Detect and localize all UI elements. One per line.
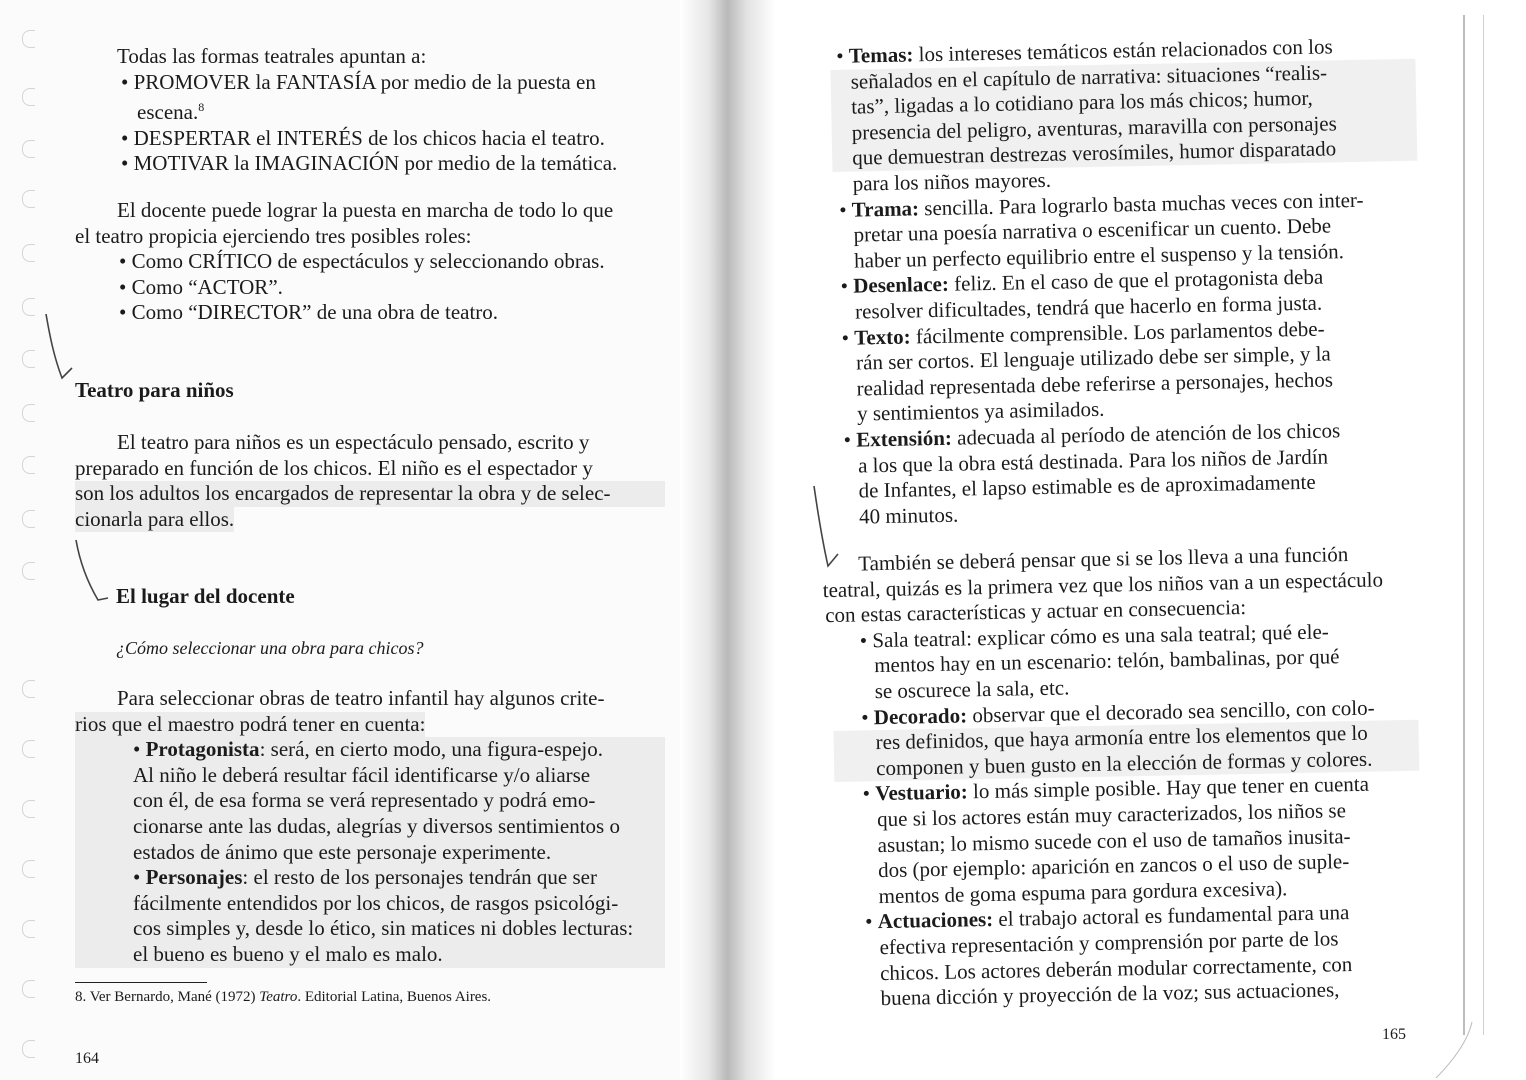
criteria-item: • Texto: fácilmente comprensible. Los parlamentos debe- bbox=[841, 316, 1325, 350]
paragraph-line: teatral, quizás es la primera vez que los niños van a un espectáculo bbox=[822, 566, 1384, 602]
criteria-line: con él, de esa forma se verá representado y podrá emo- bbox=[75, 788, 665, 814]
roles-intro-line: El docente puede lograr la puesta en marcha de todo lo que bbox=[117, 198, 614, 222]
visit-line: se oscurece la sala, etc. bbox=[874, 675, 1070, 704]
roles-intro-line: el teatro propicia ejerciendo tres posibles roles: bbox=[75, 223, 472, 248]
criteria-line: Al niño le deberá resultar fácil identificarse y/o aliarse bbox=[75, 763, 665, 789]
criteria-line: estados de ánimo que este personaje experimente. bbox=[75, 840, 665, 866]
paragraph-line: También se deberá pensar que si se los lleva a una función bbox=[857, 542, 1349, 576]
criteria-line: resolver dificultades, tendrá que hacerlo en forma justa. bbox=[854, 290, 1323, 324]
visit-item: • Sala teatral: explicar cómo es una sala teatral; qué ele- bbox=[859, 619, 1329, 653]
role-item: • Como “DIRECTOR” de una obra de teatro. bbox=[119, 300, 499, 325]
visit-line: mentos hay en un escenario: telón, bambalinas, por qué bbox=[873, 644, 1340, 678]
visit-line: dos (por ejemplo: aparición en zancos o el uso de suple- bbox=[877, 849, 1350, 883]
pencil-check-mark bbox=[74, 538, 114, 608]
criteria-line: y sentimientos ya asimilados. bbox=[856, 397, 1105, 426]
criteria-item: • Desenlace: feliz. En el caso de que el protagonista deba bbox=[840, 264, 1324, 299]
criteria-section bbox=[75, 686, 665, 968]
visit-line: res definidos, que haya armonía entre los elementos que lo bbox=[833, 720, 1418, 757]
paragraph-line: con estas características y actuar en consecuencia: bbox=[824, 595, 1247, 628]
goal-item: • MOTIVAR la IMAGINACIÓN por medio de la temática. bbox=[121, 151, 618, 176]
visit-line: que si los actores están muy caracterizados, los niños se bbox=[876, 798, 1347, 832]
criteria-line: realidad representada debe referirse a personajes, hechos bbox=[856, 367, 1334, 401]
criteria-item: • Protagonista: será, en cierto modo, una figura-espejo. bbox=[75, 737, 665, 763]
paragraph-line: rios que el maestro podrá tener en cuenta: bbox=[75, 711, 426, 736]
criteria-line: a los que la obra está destinada. Para los niños de Jardín bbox=[857, 444, 1329, 478]
criteria-line: 40 minutos. bbox=[858, 502, 959, 529]
goals-section bbox=[75, 44, 665, 177]
visit-line: buena dicción y proyección de la voz; sus actuaciones, bbox=[880, 977, 1340, 1011]
roles-section bbox=[75, 198, 665, 326]
visit-item: • Vestuario: lo más simple posible. Hay que tener en cuenta bbox=[862, 772, 1370, 806]
heading-el-lugar-del-docente: El lugar del docente bbox=[116, 584, 295, 608]
criteria-item: • Trama: sencilla. Para lograrlo basta muchas veces con inter- bbox=[838, 187, 1364, 222]
goal-item-continued: escena.$^8$ bbox=[137, 100, 205, 125]
paragraph-line: preparado en función de los chicos. El niño es el espectador y bbox=[75, 455, 593, 480]
criteria-line: fácilmente entendidos por los chicos, de rasgos psicológi- bbox=[75, 891, 665, 917]
goals-intro: Todas las formas teatrales apuntan a: bbox=[117, 44, 427, 68]
goal-item: • PROMOVER la FANTASÍA por medio de la puesta en bbox=[121, 69, 596, 94]
visit-line: efectiva representación y comprensión por parte de los bbox=[879, 926, 1339, 960]
heading-teatro-para-ninos: Teatro para niños bbox=[75, 378, 234, 402]
criteria-item: • Temas: los intereses temáticos están relacionados con los bbox=[835, 34, 1333, 68]
criteria-line: haber un perfecto equilibrio entre el suspenso y la tensión. bbox=[853, 238, 1345, 273]
paragraph-line: son los adultos los encargados de representar la obra y de selec- bbox=[75, 481, 665, 507]
criteria-line: de Infantes, el lapso estimable es de aproximadamente bbox=[858, 469, 1316, 503]
page-edge-stack bbox=[1463, 15, 1484, 1035]
visit-line: chicos. Los actores deberán modular correctamente, con bbox=[879, 951, 1353, 985]
visit-item: • Decorado: observar que el decorado sea sencillo, con colo- bbox=[860, 695, 1375, 729]
criteria-line: para los niños mayores. bbox=[852, 167, 1052, 196]
visit-line: mentos de goma espuma para gordura excesiva). bbox=[878, 876, 1288, 908]
role-item: • Como CRÍTICO de espectáculos y seleccionando obras. bbox=[119, 249, 605, 274]
page-number-left: 164 bbox=[75, 1050, 99, 1067]
criteria-line: señalados en el capítulo de narrativa: situaciones “realis- bbox=[830, 58, 1415, 95]
page-curl-line bbox=[1432, 1020, 1492, 1080]
theater-visit-section bbox=[822, 541, 1424, 1013]
paragraph-line: cionarla para ellos. bbox=[75, 506, 235, 531]
paragraph-line: Para seleccionar obras de teatro infantil hay algunos crite- bbox=[117, 686, 605, 710]
goal-item: • DESPERTAR el INTERÉS de los chicos hacia el teatro. bbox=[121, 125, 605, 150]
criteria-item: • Personajes: el resto de los personajes tendrán que ser bbox=[75, 865, 665, 891]
criteria-line: el bueno es bueno y el malo es malo. bbox=[75, 942, 665, 968]
criteria-continued bbox=[830, 33, 1424, 530]
binder-holes bbox=[22, 0, 42, 1080]
criteria-line: tas”, ligadas a lo cotidiano para los más chicos; humor, bbox=[831, 84, 1416, 121]
footnote: 8. Ver Bernardo, Mané (1972) Teatro. Editorial Latina, Buenos Aires. bbox=[75, 989, 492, 1005]
visit-item: • Actuaciones: el trabajo actoral es fundamental para una bbox=[864, 900, 1350, 934]
criteria-line: rán ser cortos. El lenguaje utilizado debe ser simple, y la bbox=[855, 341, 1331, 375]
footnote-rule bbox=[75, 982, 207, 983]
footnote-ref: 8 bbox=[198, 100, 205, 115]
criteria-line: presencia del peligro, aventuras, maravilla con personajes bbox=[831, 110, 1416, 147]
subheading-como-seleccionar: ¿Cómo seleccionar una obra para chicos? bbox=[116, 638, 424, 658]
criteria-line: cos simples y, desde lo ético, sin matices ni dobles lecturas: bbox=[75, 916, 665, 942]
criteria-line: pretar una poesía narrativa o escenificar un cuento. Debe bbox=[853, 213, 1332, 247]
visit-line: asustan; lo mismo sucede con el uso de tamaños inusita- bbox=[877, 823, 1351, 857]
teatro-paragraph bbox=[75, 430, 665, 532]
criteria-line: cionarse ante las dudas, alegrías y diversos sentimientos o bbox=[75, 814, 665, 840]
pencil-check-mark bbox=[44, 312, 74, 382]
criteria-item: • Extensión: adecuada al período de atención de los chicos bbox=[843, 418, 1341, 452]
left-page bbox=[0, 0, 745, 1080]
page-number-right: 165 bbox=[1382, 1026, 1406, 1043]
visit-line: componen y buen gusto en la elección de formas y colores. bbox=[834, 745, 1419, 782]
paragraph-line: El teatro para niños es un espectáculo pensado, escrito y bbox=[117, 430, 590, 454]
role-item: • Como “ACTOR”. bbox=[119, 274, 283, 299]
criteria-line: que demuestran destrezas verosímiles, humor disparatado bbox=[832, 135, 1417, 172]
